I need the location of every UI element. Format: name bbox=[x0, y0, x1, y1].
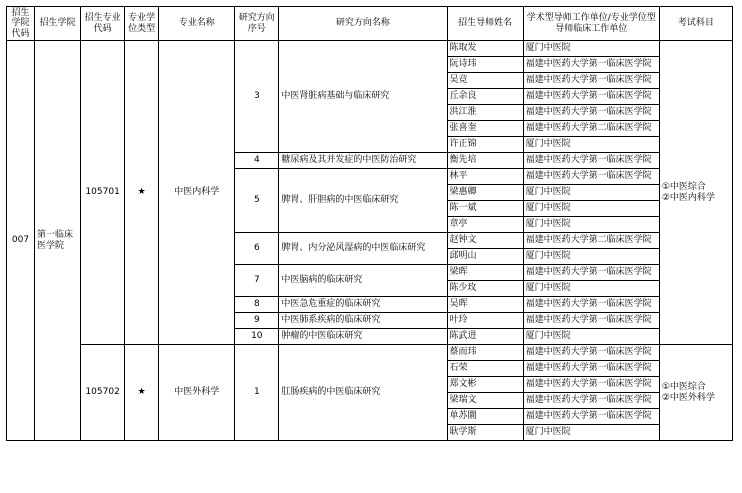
table-body bbox=[7, 41, 733, 441]
cell-advisor-name: 梁瑞文 bbox=[447, 393, 523, 409]
cell-advisor-name: 丘余良 bbox=[447, 89, 523, 105]
cell-advisor-name: 梁惠卿 bbox=[447, 185, 523, 201]
cell-college-code: 007 bbox=[7, 41, 35, 441]
cell-advisor-unit: 福建中医药大学第一临床医学院 bbox=[523, 57, 659, 73]
cell-direction-name: 糖尿病及其并发症的中医防治研究 bbox=[279, 153, 447, 169]
cell-advisor-name: 陈武进 bbox=[447, 329, 523, 345]
cell-direction-name: 中医肾脏病基础与临床研究 bbox=[279, 41, 447, 153]
cell-advisor-name: 阮诗玮 bbox=[447, 57, 523, 73]
cell-advisor-name: 叶玲 bbox=[447, 313, 523, 329]
header-direction-no: 研究方向序号 bbox=[235, 7, 279, 41]
cell-advisor-name: 张喜奎 bbox=[447, 121, 523, 137]
cell-advisor-unit: 厦门中医院 bbox=[523, 249, 659, 265]
header-college-name: 招生学院 bbox=[35, 7, 81, 41]
cell-advisor-unit: 厦门中医院 bbox=[523, 217, 659, 233]
header-exam-subjects: 考试科目 bbox=[659, 7, 732, 41]
cell-advisor-name: 石荣 bbox=[447, 361, 523, 377]
document-page bbox=[0, 6, 742, 493]
cell-advisor-unit: 福建中医药大学第一临床医学院 bbox=[523, 345, 659, 361]
cell-direction-name: 脾胃、肝胆病的中医临床研究 bbox=[279, 169, 447, 233]
cell-direction-name: 中医急危重症的临床研究 bbox=[279, 297, 447, 313]
cell-advisor-unit: 福建中医药大学第一临床医学院 bbox=[523, 409, 659, 425]
cell-direction-name: 中医肺系疾病的临床研究 bbox=[279, 313, 447, 329]
cell-major-code: 105702 bbox=[81, 345, 125, 441]
cell-advisor-name: 章亭 bbox=[447, 217, 523, 233]
cell-advisor-name: 吴晖 bbox=[447, 297, 523, 313]
cell-direction-no: 9 bbox=[235, 313, 279, 329]
cell-direction-name: 中医脑病的临床研究 bbox=[279, 265, 447, 297]
cell-major-name: 中医外科学 bbox=[159, 345, 235, 441]
cell-advisor-unit: 厦门中医院 bbox=[523, 425, 659, 441]
header-direction-name: 研究方向名称 bbox=[279, 7, 447, 41]
cell-advisor-name: 林平 bbox=[447, 169, 523, 185]
cell-advisor-name: 赵钟文 bbox=[447, 233, 523, 249]
cell-direction-no: 4 bbox=[235, 153, 279, 169]
table-row bbox=[7, 41, 733, 57]
cell-major-name: 中医内科学 bbox=[159, 41, 235, 345]
cell-direction-name: 肛肠疾病的中医临床研究 bbox=[279, 345, 447, 441]
cell-advisor-name: 梁晖 bbox=[447, 265, 523, 281]
cell-advisor-name: 许正锦 bbox=[447, 137, 523, 153]
cell-advisor-name: 陈一斌 bbox=[447, 201, 523, 217]
cell-advisor-unit: 福建中医药大学第一临床医学院 bbox=[523, 89, 659, 105]
cell-advisor-name: 洪江淮 bbox=[447, 105, 523, 121]
cell-direction-name: 肿瘤的中医临床研究 bbox=[279, 329, 447, 345]
cell-advisor-unit: 福建中医药大学第一临床医学院 bbox=[523, 169, 659, 185]
cell-exam-subjects: ①中医综合 ②中医外科学 bbox=[659, 345, 732, 441]
cell-advisor-name: 耿学斯 bbox=[447, 425, 523, 441]
cell-advisor-unit: 厦门中医院 bbox=[523, 329, 659, 345]
table-header-row bbox=[7, 7, 733, 41]
cell-advisor-unit: 厦门中医院 bbox=[523, 41, 659, 57]
cell-advisor-unit: 福建中医药大学第一临床医学院 bbox=[523, 73, 659, 89]
cell-advisor-unit: 厦门中医院 bbox=[523, 281, 659, 297]
cell-advisor-name: 吴竞 bbox=[447, 73, 523, 89]
cell-direction-no: 5 bbox=[235, 169, 279, 233]
cell-advisor-name: 陈少玫 bbox=[447, 281, 523, 297]
cell-direction-no: 7 bbox=[235, 265, 279, 297]
cell-major-code: 105701 bbox=[81, 41, 125, 345]
cell-advisor-unit: 福建中医药大学第一临床医学院 bbox=[523, 361, 659, 377]
cell-direction-no: 3 bbox=[235, 41, 279, 153]
header-college-code: 招生学院代码 bbox=[7, 7, 35, 41]
cell-advisor-name: 郑文彬 bbox=[447, 377, 523, 393]
cell-advisor-name: 单苏圜 bbox=[447, 409, 523, 425]
cell-direction-name: 脾胃、内分泌风湿病的中医临床研究 bbox=[279, 233, 447, 265]
cell-exam-subjects: ①中医综合 ②中医内科学 bbox=[659, 41, 732, 345]
header-degree-type: 专业学位类型 bbox=[125, 7, 159, 41]
cell-advisor-unit: 福建中医药大学第一临床医学院 bbox=[523, 265, 659, 281]
cell-degree-type: ★ bbox=[125, 41, 159, 345]
header-major-code: 招生专业代码 bbox=[81, 7, 125, 41]
cell-college-name: 第一临床医学院 bbox=[35, 41, 81, 441]
cell-advisor-unit: 福建中医药大学第一临床医学院 bbox=[523, 297, 659, 313]
cell-advisor-unit: 福建中医药大学第二临床医学院 bbox=[523, 121, 659, 137]
cell-advisor-unit: 福建中医药大学第二临床医学院 bbox=[523, 233, 659, 249]
cell-advisor-unit: 福建中医药大学第一临床医学院 bbox=[523, 393, 659, 409]
cell-advisor-unit: 福建中医药大学第一临床医学院 bbox=[523, 153, 659, 169]
cell-advisor-unit: 厦门中医院 bbox=[523, 201, 659, 217]
cell-advisor-name: 邱明山 bbox=[447, 249, 523, 265]
cell-direction-no: 8 bbox=[235, 297, 279, 313]
admissions-table bbox=[6, 6, 733, 441]
cell-advisor-unit: 福建中医药大学第一临床医学院 bbox=[523, 313, 659, 329]
header-advisor-name: 招生导师姓名 bbox=[447, 7, 523, 41]
cell-advisor-name: 陈取发 bbox=[447, 41, 523, 57]
header-major-name: 专业名称 bbox=[159, 7, 235, 41]
header-advisor-unit: 学术型导师工作单位/专业学位型导师临床工作单位 bbox=[523, 7, 659, 41]
cell-degree-type: ★ bbox=[125, 345, 159, 441]
cell-direction-no: 6 bbox=[235, 233, 279, 265]
table-row bbox=[7, 345, 733, 361]
cell-advisor-unit: 厦门中医院 bbox=[523, 185, 659, 201]
cell-advisor-unit: 厦门中医院 bbox=[523, 137, 659, 153]
cell-direction-no: 10 bbox=[235, 329, 279, 345]
cell-advisor-name: 衡先培 bbox=[447, 153, 523, 169]
cell-advisor-name: 蔡而玮 bbox=[447, 345, 523, 361]
cell-advisor-unit: 福建中医药大学第一临床医学院 bbox=[523, 105, 659, 121]
cell-advisor-unit: 福建中医药大学第一临床医学院 bbox=[523, 377, 659, 393]
cell-direction-no: 1 bbox=[235, 345, 279, 441]
